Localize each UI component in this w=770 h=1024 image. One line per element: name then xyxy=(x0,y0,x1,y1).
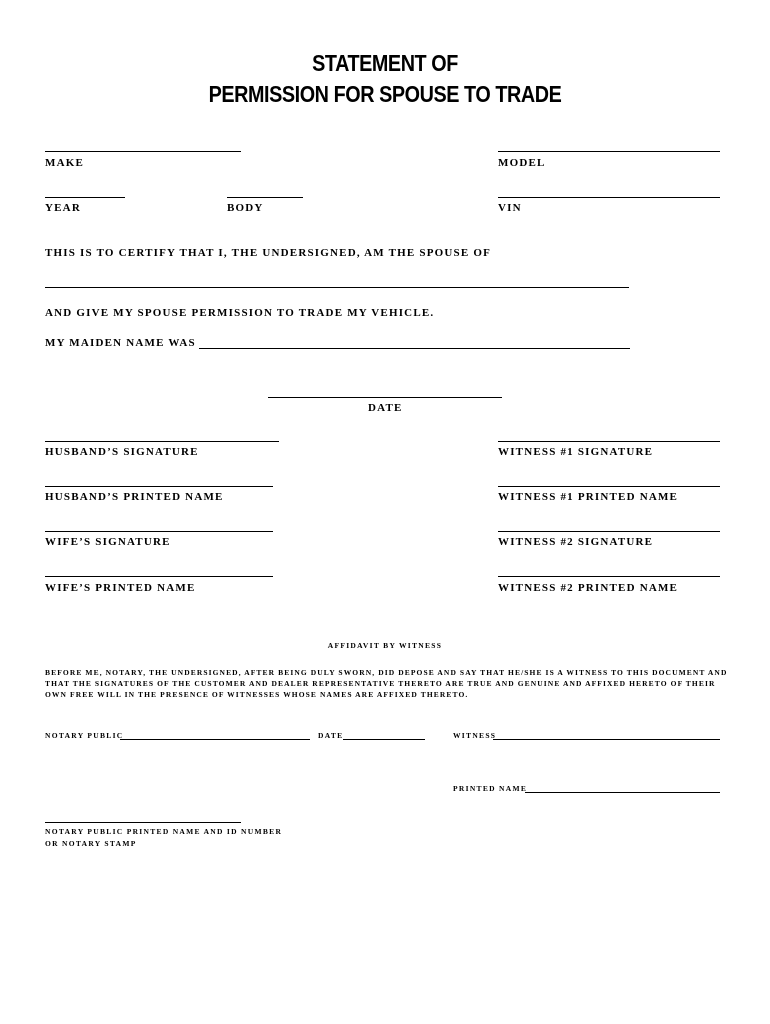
body-label: BODY xyxy=(227,202,264,214)
wife-signature-field[interactable] xyxy=(45,531,273,532)
witness1-signature-label: WITNESS #1 SIGNATURE xyxy=(498,446,654,458)
witness-label: WITNESS xyxy=(453,731,497,740)
husband-printed-name-label: HUSBAND’S PRINTED NAME xyxy=(45,491,224,503)
document-title-line-2: PERMISSION FOR SPOUSE TO TRADE xyxy=(208,81,562,107)
make-field[interactable] xyxy=(45,151,241,152)
affidavit-body: BEFORE ME, NOTARY, THE UNDERSIGNED, AFTER BEING DULY SWORN, DID DEPOSE AND SAY THAT HE/SHE IS A WITNESS TO THIS DOCUMENT AND THAT THE SIGNATURES OF THE CUSTOMER AND DEALER REPRESENTATIVE THERETO ARE TRUE AND GENUINE AND AFFIXED HERETO OF THEIR OWN FREE WILL IN THE PRESENCE OF WITNESSES WHOSE NAMES ARE AFFIXED THERETO. xyxy=(45,668,728,699)
witness2-printed-name-label: WITNESS #2 PRINTED NAME xyxy=(498,582,679,594)
printed-name-label: PRINTED NAME xyxy=(453,784,528,793)
notary-stamp-label: OR NOTARY STAMP xyxy=(45,839,137,848)
certify-text: THIS IS TO CERTIFY THAT I, THE UNDERSIGNED, AM THE SPOUSE OF xyxy=(45,247,492,259)
model-label: MODEL xyxy=(498,157,546,169)
wife-printed-name-field[interactable] xyxy=(45,576,273,577)
witness1-printed-name-label: WITNESS #1 PRINTED NAME xyxy=(498,491,679,503)
maiden-name-label: MY MAIDEN NAME WAS xyxy=(45,337,196,349)
notary-date-label: DATE xyxy=(318,731,344,740)
year-field[interactable] xyxy=(45,197,125,198)
husband-printed-name-field[interactable] xyxy=(45,486,273,487)
vin-label: VIN xyxy=(498,202,522,214)
witness2-signature-label: WITNESS #2 SIGNATURE xyxy=(498,536,654,548)
husband-signature-field[interactable] xyxy=(45,441,279,442)
affidavit-heading: AFFIDAVIT BY WITNESS xyxy=(327,641,443,650)
witness-field[interactable] xyxy=(493,739,720,740)
permission-text: AND GIVE MY SPOUSE PERMISSION TO TRADE MY VEHICLE. xyxy=(45,307,435,319)
maiden-name-field[interactable] xyxy=(199,348,630,349)
wife-printed-name-label: WIFE’S PRINTED NAME xyxy=(45,582,196,594)
notary-printed-name-field[interactable] xyxy=(45,822,241,823)
witness1-signature-field[interactable] xyxy=(498,441,720,442)
notary-date-field[interactable] xyxy=(343,739,425,740)
notary-public-field[interactable] xyxy=(120,739,310,740)
document-title-line-1: STATEMENT OF xyxy=(312,50,458,76)
date-label: DATE xyxy=(368,402,403,414)
witness2-printed-name-field[interactable] xyxy=(498,576,720,577)
year-label: YEAR xyxy=(45,202,81,214)
model-field[interactable] xyxy=(498,151,720,152)
husband-signature-label: HUSBAND’S SIGNATURE xyxy=(45,446,199,458)
notary-printed-name-label: NOTARY PUBLIC PRINTED NAME AND ID NUMBER xyxy=(45,827,283,836)
witness1-printed-name-field[interactable] xyxy=(498,486,720,487)
notary-public-label: NOTARY PUBLIC xyxy=(45,731,124,740)
wife-signature-label: WIFE’S SIGNATURE xyxy=(45,536,171,548)
vin-field[interactable] xyxy=(498,197,720,198)
printed-name-field[interactable] xyxy=(525,792,720,793)
body-field[interactable] xyxy=(227,197,303,198)
date-field[interactable] xyxy=(268,397,502,398)
spouse-name-field[interactable] xyxy=(45,287,629,288)
witness2-signature-field[interactable] xyxy=(498,531,720,532)
make-label: MAKE xyxy=(45,157,85,169)
